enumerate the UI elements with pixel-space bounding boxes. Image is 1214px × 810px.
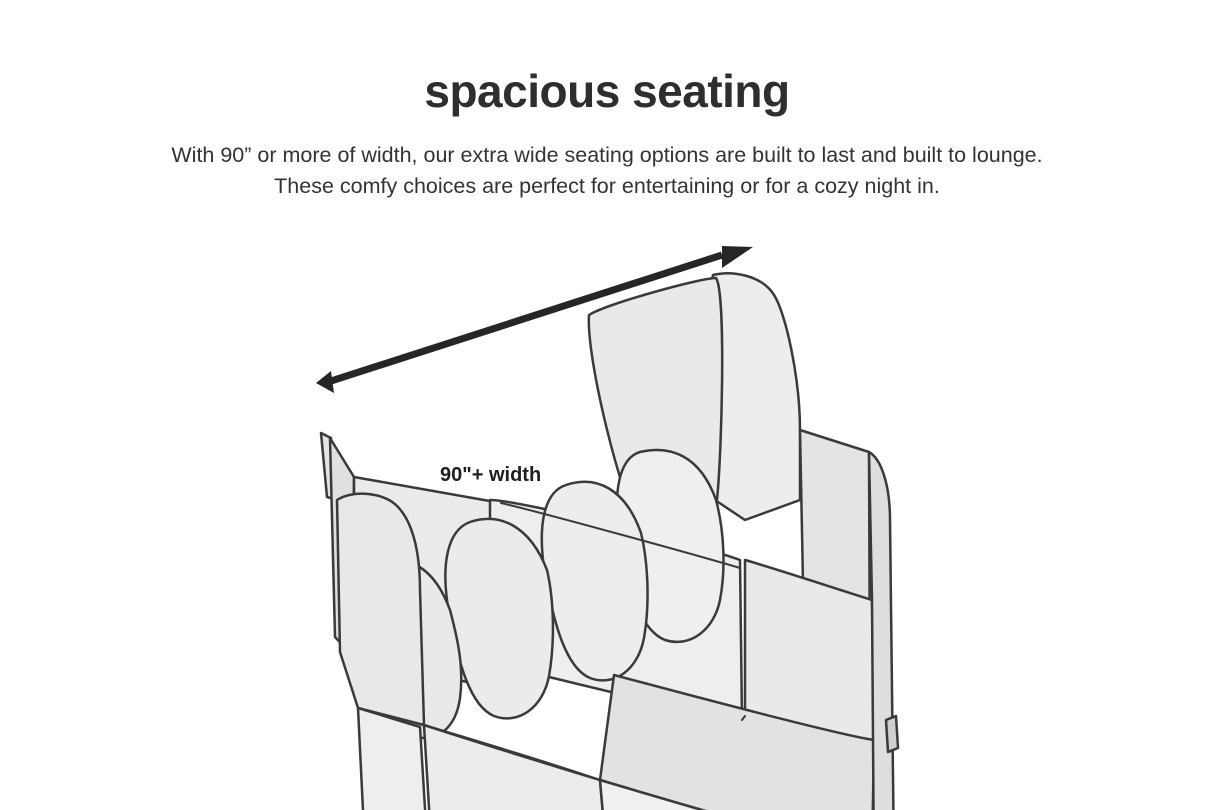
sofa-drawing-svg: [0, 200, 1214, 810]
subtitle-line-1: With 90” or more of width, our extra wide seating options are built to last and built to lounge.: [171, 143, 1043, 167]
page-subtitle: [0, 140, 1214, 202]
width-dimension-label: 90"+ width: [440, 464, 542, 486]
subtitle-line-2: These comfy choices are perfect for entertaining or for a cozy night in.: [274, 174, 940, 198]
sofa-illustration: [0, 200, 1214, 810]
page-title: spacious seating: [424, 65, 790, 117]
